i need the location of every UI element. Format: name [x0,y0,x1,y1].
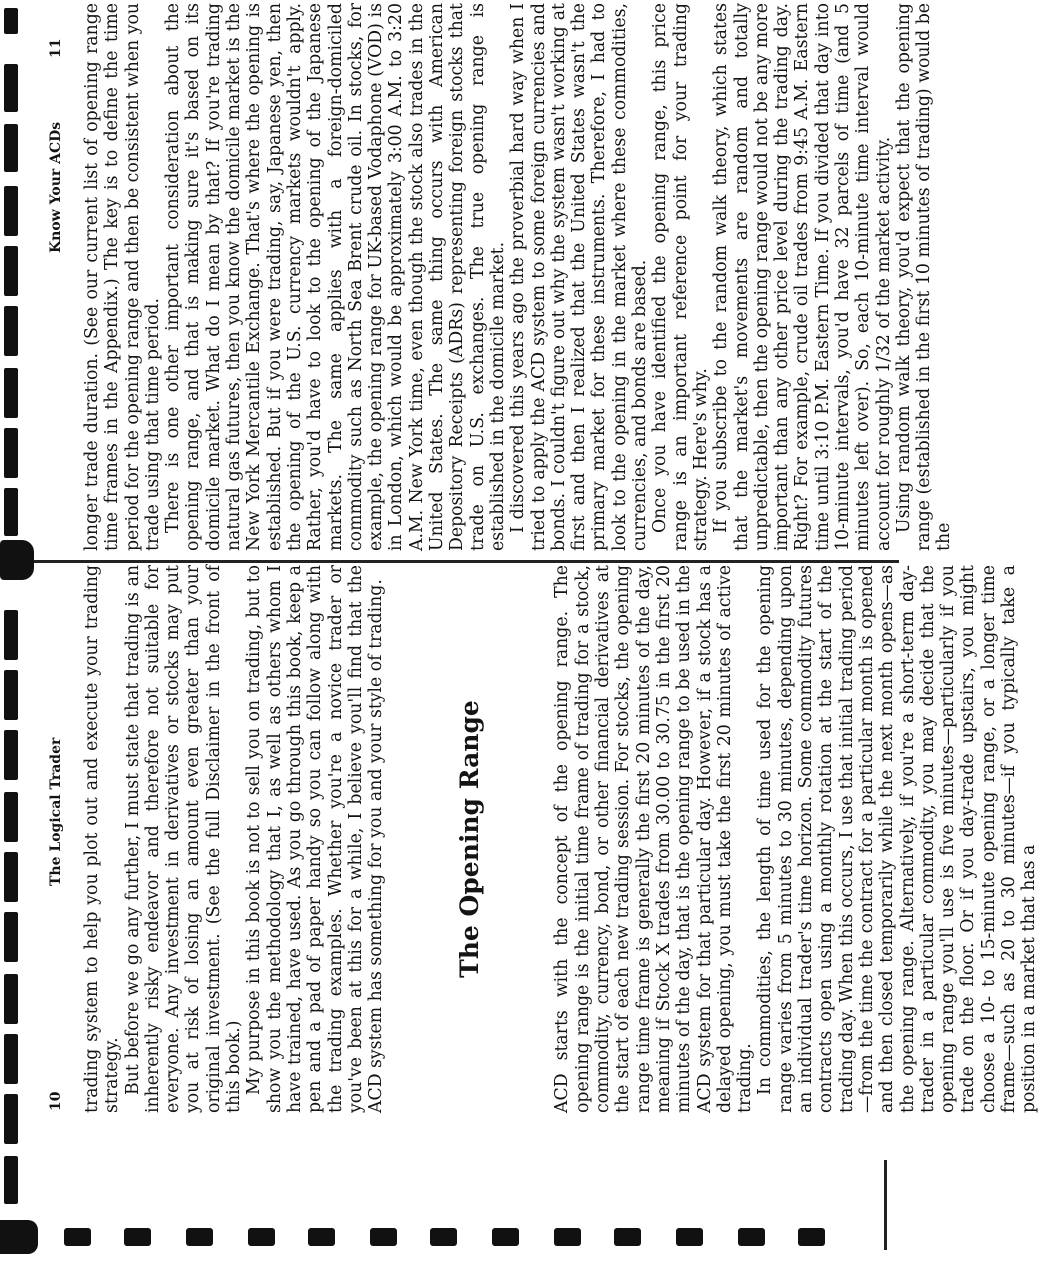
paragraph: ACD starts with the concept of the opening range. The opening range is the initial time frame of trading for a stock, commodity, currency, bond, or other financial derivatives at the start of each new trading session. For stocks, the opening range time frame is generally the first 20 minutes of the day, meaning if Stock X trades from 30.00 to 30.75 in the first 20 minutes of the day, that is the opening range to be used in the ACD system for that particular day. However, if a stock has a delayed opening, you must take the first 20 minutes of active trading. [552,565,756,1113]
paragraph: In commodities, the length of time used for the opening range varies from 5 minutes to 30 minutes, depending upon an individual trader's time horizon. Some commodity futures contracts open using a monthly rotation at the start of the trading day. When this occurs, I use that initial trading period—from the time the contract for a particular month is opened and then closed temporarily while the next month opens—as the opening range. Alternatively, if you're a short-term day-trader in a particular commodity, you may decide that the opening range you'll use is five minutes—particularly if you trade on the floor. Or if you day-trade upstairs, you might choose a 10- to 15-minute opening range, or a longer time frame—such as 20 to 30 minutes—if you typically take a position in a market that has a [755,565,1040,1113]
paragraph: My purpose in this book is not to sell you on trading, but to show you the methodology that I, as well as others whom I have trained, have used. As you go through this book, keep a pen and a pad of paper handy so you can follow along with the trading examples. Whether you're a novice trader or you've been at this for a while, I believe you'll find that the ACD system has something for you and your style of trading. [244,565,387,1113]
paragraph: If you subscribe to the random walk theory, which states that the market's movements are random and totally unpredictable, then the opening range would not be any more important than any other price level during the trading day. Right? For example, crude oil trades from 9:45 A.M. Eastern time until 3:10 P.M. Eastern Time. If you divided that day into 10-minute intervals, you'd have 32 parcels of time (and 5 minutes left over). So, each 10-minute time interval would account for roughly 1/32 of the market activity. [711,3,894,551]
paragraph: I discovered this years ago the proverbial hard way when I tried to apply the ACD system to some foreign currencies and bonds. I couldn't figure out why the system wasn't working at first and then I realized that the United States wasn't the primary market for these instruments. Therefore, I had to look to the opening in the market where these commodities, currencies, and bonds are based. [508,3,651,551]
left-page-text [82,565,1040,1113]
running-head-right: Know Your ACDs [48,121,64,253]
paragraph: Using random walk theory, you'd expect that the opening range (established in the first 10 minutes of trading) would be the [893,3,955,551]
paragraph: There is one other important consideration about the opening range, and that is making sure it's based on its domicile market. What do I mean by that? If you're trading natural gas futures, then you know the domicile market is the New York Mercantile Exchange. That's where the opening is established. But if you were trading, say, Japanese yen, then the opening of the U.S. currency markets wouldn't apply. Rather, you'd have to look to the opening of the Japanese markets. The same applies with a foreign-domiciled commodity such as North Sea Brent crude oil. In stocks, for example, the opening range for UK-based Vodaphone (VOD) is in London, which would be approximately 3:00 A.M. to 3:20 A.M. New York time, even though the stock also trades in the United States. The same thing occurs with American Depository Receipts (ADRs) representing foreign stocks that trade on U.S. exchanges. The true opening range is established in the domicile market. [163,3,508,551]
page-number-right: 11 [48,38,64,58]
section-title: The Opening Range [455,700,485,978]
paragraph: Once you have identified the opening range, this price range is an important reference point for your trading strategy. Here's why. [650,3,711,551]
running-head-left: The Logical Trader [48,737,64,886]
page-number-left: 10 [48,1091,64,1111]
paragraph: But before we go any further, I must state that trading is an inherently risky endeavor and therefore not suitable for everyone. Any investment in derivatives or stocks may put you at risk of losing an amount even greater than your original investment. (See the full Disclaimer in the front of this book.) [122,565,245,1113]
paragraph: longer trade duration. (See our current list of opening range time frames in the Appendix.) The key is to define the time period for the opening range and then be consistent when you trade using that time period. [82,3,163,551]
paragraph: trading system to help you plot out and execute your trading strategy. [82,565,123,1113]
right-page-text [82,3,955,551]
